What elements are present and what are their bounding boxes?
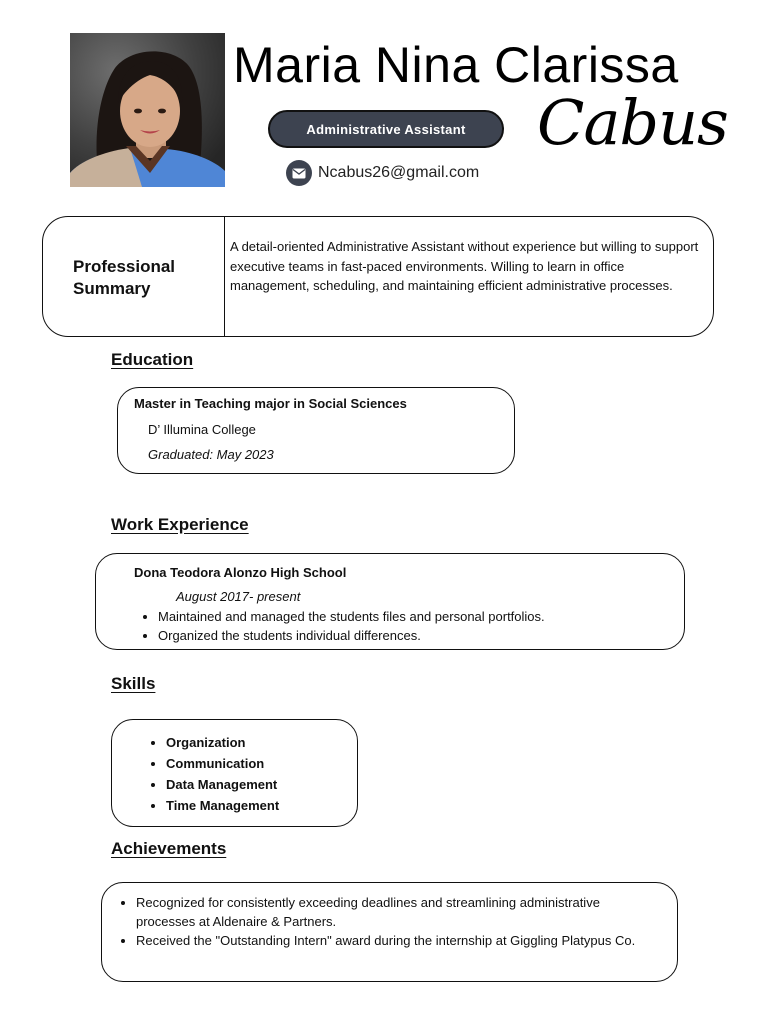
email-address[interactable]: Ncabus26@gmail.com <box>318 164 480 181</box>
summary-divider <box>224 217 225 336</box>
email-contact[interactable] <box>286 160 479 186</box>
skills-box <box>111 719 358 827</box>
list-item: • Communication <box>166 753 279 774</box>
profile-photo <box>70 33 225 187</box>
achievements-box <box>101 882 678 982</box>
education-graduated: Graduated: May 2023 <box>148 447 274 462</box>
skills-heading: Skills <box>111 674 156 693</box>
work-box <box>95 553 685 650</box>
envelope-icon <box>286 160 312 186</box>
education-heading: Education <box>111 350 194 369</box>
skills-list <box>166 732 279 816</box>
list-item: • Recognized for consistently exceeding deadlines and streamlining administrative processes at Aldenaire & Partners. <box>136 893 656 931</box>
education-degree: Master in Teaching major in Social Sciences <box>134 396 407 411</box>
list-item: • Received the "Outstanding Intern" award during the internship at Giggling Platypus Co. <box>136 931 656 950</box>
summary-text: A detail-oriented Administrative Assistant without experience but willing to support executive teams in fast-paced environments. Willing to learn in office management, scheduling, and maintaining efficient administrative processes. <box>230 239 699 293</box>
summary-box <box>42 216 714 337</box>
list-item: • Organized the students individual differences. <box>158 626 668 645</box>
last-name: Cabus <box>537 86 728 159</box>
list-item: • Organization <box>166 732 279 753</box>
list-item: • Time Management <box>166 795 279 816</box>
work-heading: Work Experience <box>111 515 249 534</box>
first-names: Maria Nina Clarissa <box>233 37 679 93</box>
education-box <box>117 387 515 474</box>
achievements-heading: Achievements <box>111 839 227 858</box>
list-item: • Data Management <box>166 774 279 795</box>
summary-title: Professional Summary <box>73 257 176 298</box>
role-badge: Administrative Assistant <box>268 110 504 148</box>
work-duties <box>158 607 668 645</box>
work-company: Dona Teodora Alonzo High School <box>134 565 347 580</box>
list-item: • Maintained and managed the students files and personal portfolios. <box>158 607 668 626</box>
education-school: D’ Illumina College <box>148 422 256 437</box>
work-dates: August 2017- present <box>176 589 301 604</box>
achievements-list <box>136 893 656 950</box>
